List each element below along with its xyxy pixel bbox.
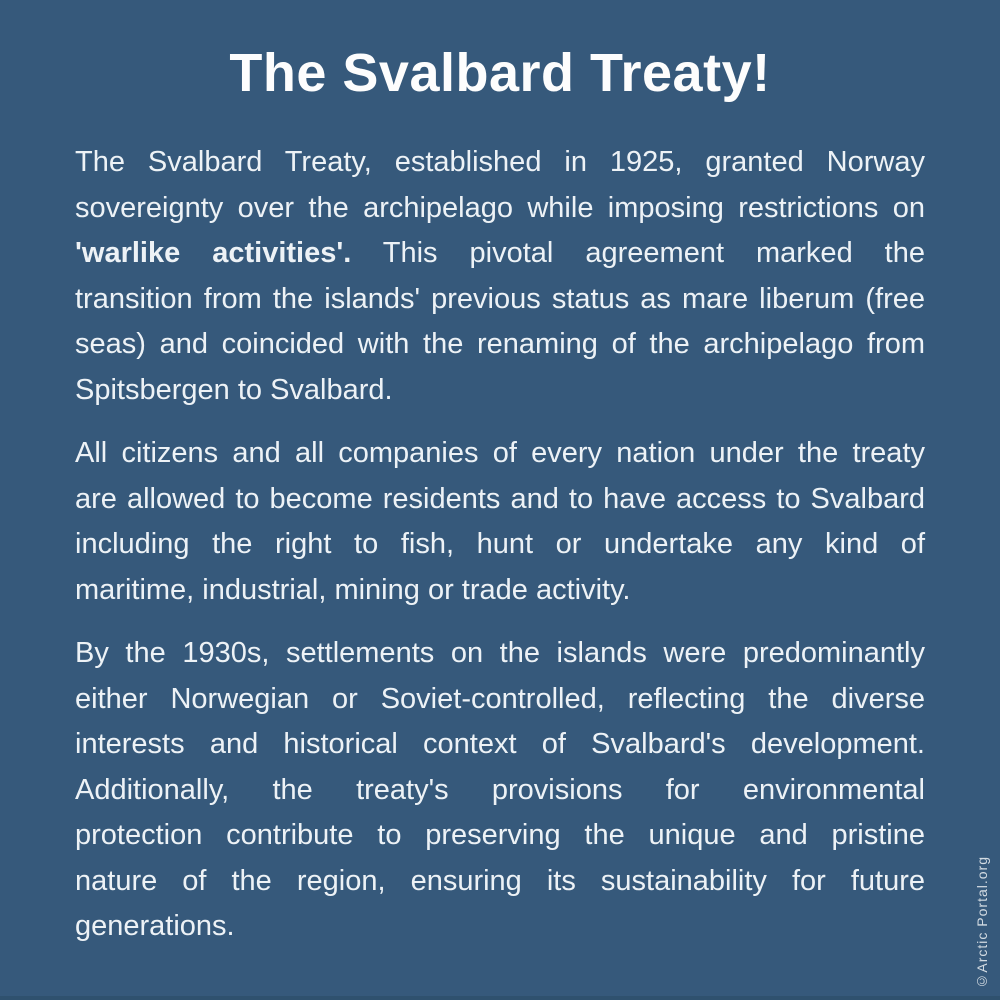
text-line: protection contribute to preserving the unique and pristine: [75, 819, 925, 851]
text-line: including the right to fish, hunt or undertake any kind of: [75, 528, 925, 560]
paragraph-3: [75, 631, 925, 950]
text-line: nature of the region, ensuring its sustainability for future: [75, 864, 925, 897]
bottom-edge-line: [0, 996, 1000, 1000]
text-line: The Svalbard Treaty, established in 1925, granted Norway: [75, 146, 925, 178]
text-segment: This pivotal agreement marked the: [351, 237, 925, 269]
article-body: [75, 140, 925, 968]
text-line: [75, 231, 925, 277]
text-line: sovereignty over the archipelago while imposing restrictions on: [75, 191, 925, 224]
copyright-watermark: ©Arctic Portal.org: [974, 856, 990, 990]
text-line: generations.: [75, 910, 235, 942]
text-line: maritime, industrial, mining or trade activity.: [75, 573, 631, 606]
text-line: By the 1930s, settlements on the islands were predominantly: [75, 637, 925, 669]
text-line: Spitsbergen to Svalbard.: [75, 373, 393, 406]
text-line: interests and historical context of Svalbard's development.: [75, 728, 925, 760]
bold-phrase: 'warlike activities'.: [75, 237, 352, 269]
page-title: The Svalbard Treaty!: [229, 43, 771, 103]
text-line: are allowed to become residents and to have access to Svalbard: [75, 482, 925, 515]
paragraph-2: [75, 431, 925, 613]
text-line: All citizens and all companies of every nation under the treaty: [75, 437, 925, 469]
text-line: seas) and coincided with the renaming of the archipelago from: [75, 328, 925, 360]
paragraph-1: [75, 140, 925, 413]
text-line: transition from the islands' previous status as mare liberum (free: [75, 282, 925, 315]
text-line: either Norwegian or Soviet-controlled, reflecting the diverse: [75, 682, 925, 715]
text-line: Additionally, the treaty's provisions for environmental: [75, 773, 925, 806]
